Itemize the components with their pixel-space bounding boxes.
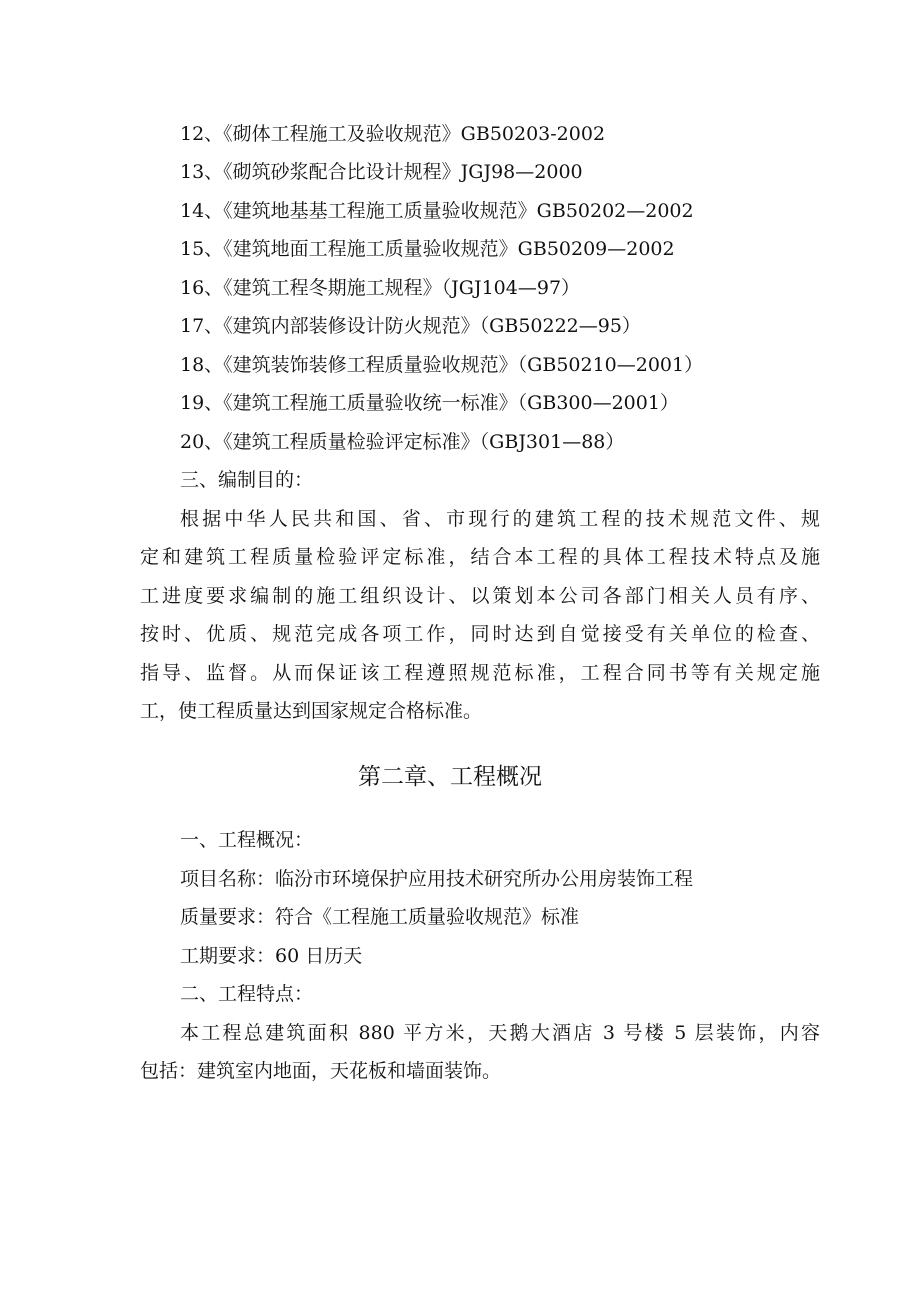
standard-item-19: 19、《建筑工程施工质量验收统一标准》（GB300—2001） xyxy=(180,392,679,414)
chapter-title: 第二章、工程概况 xyxy=(358,764,542,790)
standard-item-18: 18、《建筑装饰装修工程质量验收规范》（GB50210—2001） xyxy=(180,354,704,376)
features-paragraph-line: 包括：建筑室内地面，天花板和墙面装饰。 xyxy=(140,1060,502,1082)
standard-item-15: 15、《建筑地面工程施工质量验收规范》GB50209—2002 xyxy=(180,238,675,260)
purpose-paragraph-line: 指导、监督。从而保证该工程遵照规范标准，工程合同书等有关规定施 xyxy=(140,662,820,684)
standard-item-16: 16、《建筑工程冬期施工规程》（JGJ104—97） xyxy=(180,277,581,299)
purpose-paragraph-line: 根据中华人民共和国、省、市现行的建筑工程的技术规范文件、规 xyxy=(180,508,820,530)
standard-item-13: 13、《砌筑砂浆配合比设计规程》JGJ98—2000 xyxy=(180,161,583,183)
standard-item-20: 20、《建筑工程质量检验评定标准》（GBJ301—88） xyxy=(180,431,625,453)
overview-heading: 一、工程概况： xyxy=(180,829,314,851)
purpose-heading: 三、编制目的： xyxy=(180,469,314,491)
standard-item-12: 12、《砌体工程施工及验收规范》GB50203-2002 xyxy=(180,123,606,145)
duration-requirement: 工期要求：60 日历天 xyxy=(180,945,363,967)
standard-item-17: 17、《建筑内部装修设计防火规范》（GB50222—95） xyxy=(180,315,641,337)
standard-item-14: 14、《建筑地基基工程施工质量验收规范》GB50202—2002 xyxy=(180,200,694,222)
features-heading: 二、工程特点： xyxy=(180,983,314,1005)
purpose-paragraph-line: 定和建筑工程质量检验评定标准，结合本工程的具体工程技术特点及施 xyxy=(140,546,820,568)
quality-requirement: 质量要求：符合《工程施工质量验收规范》标准 xyxy=(180,906,580,928)
purpose-paragraph-line: 按时、优质、规范完成各项工作，同时达到自觉接受有关单位的检查、 xyxy=(140,623,820,645)
features-paragraph-line: 本工程总建筑面积 880 平方米，天鹅大酒店 3 号楼 5 层装饰，内容 xyxy=(180,1022,820,1044)
project-name: 项目名称：临汾市环境保护应用技术研究所办公用房装饰工程 xyxy=(180,868,694,890)
purpose-paragraph-line: 工，使工程质量达到国家规定合格标准。 xyxy=(140,700,483,722)
purpose-paragraph-line: 工进度要求编制的施工组织设计、以策划本公司各部门相关人员有序、 xyxy=(140,585,820,607)
